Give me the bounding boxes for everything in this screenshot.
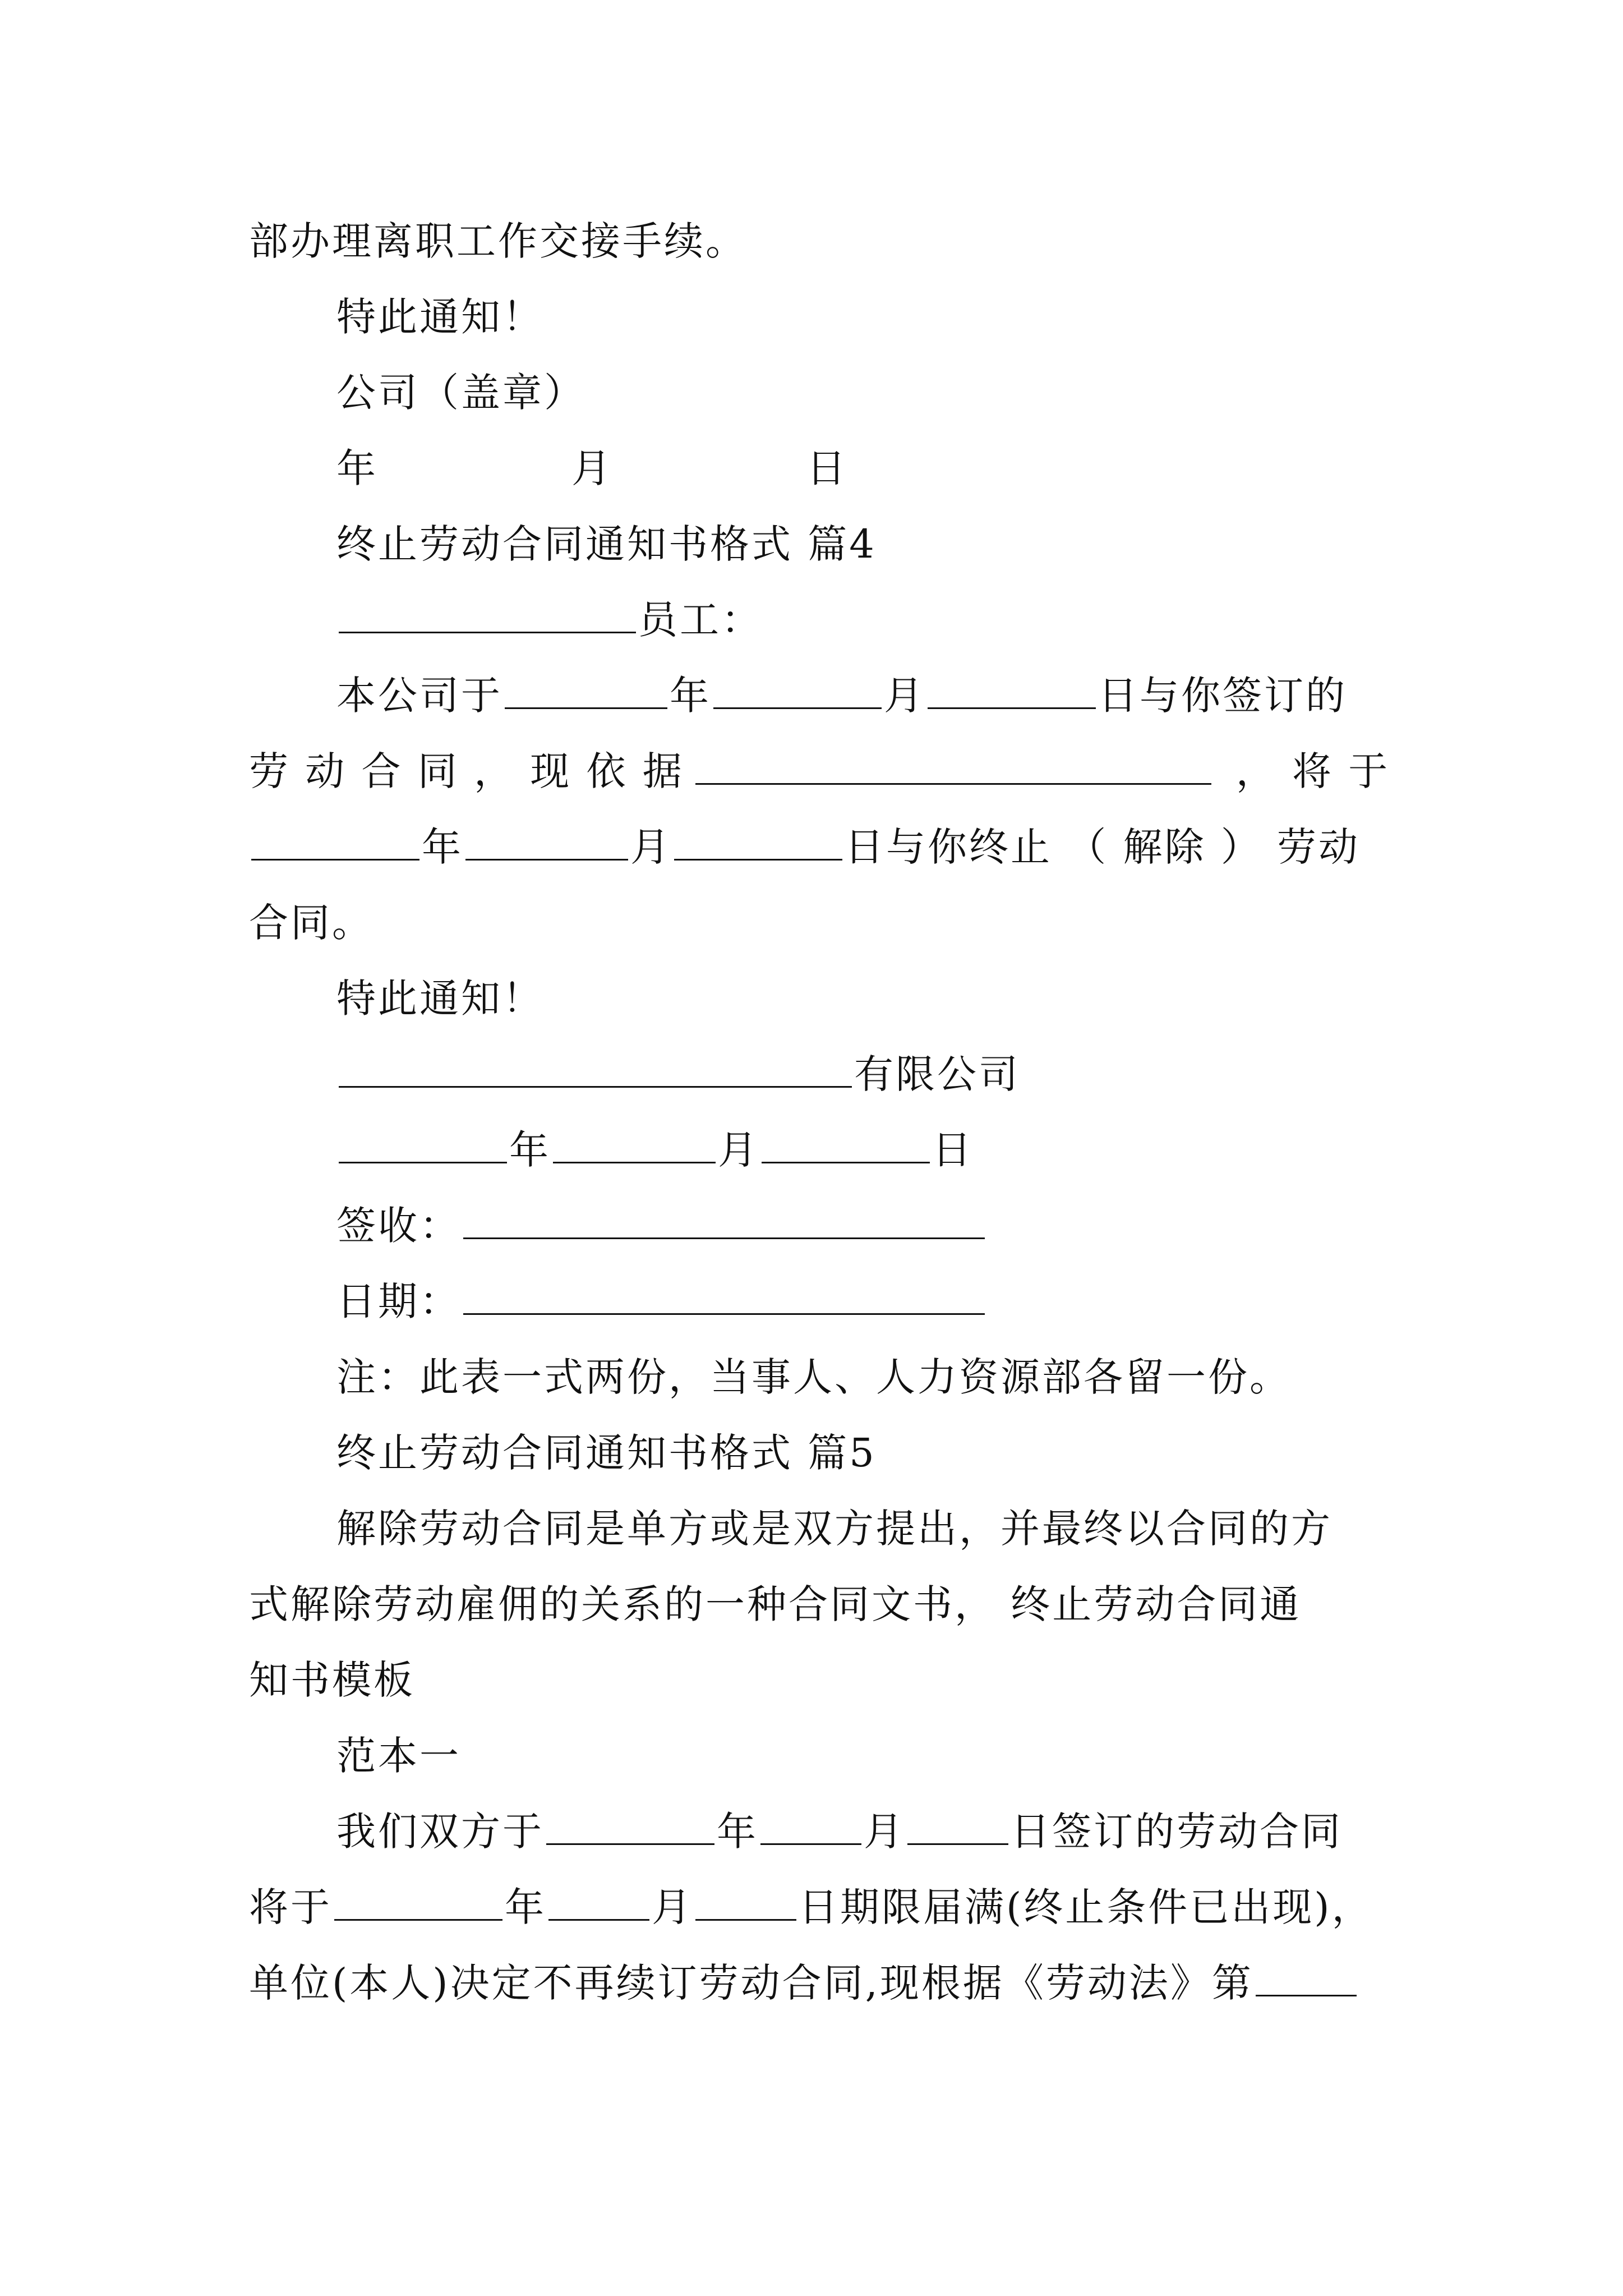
date-line [336, 443, 848, 494]
text-line: 部办理离职工作交接手续。 [249, 218, 747, 264]
blank-field [674, 824, 842, 861]
text-segment: 月 [864, 1809, 905, 1855]
month-label: 月 [718, 1127, 759, 1173]
contract-line-1 [336, 670, 1347, 721]
blank-field [762, 1127, 930, 1163]
text-line: 知书模板 [249, 1657, 415, 1703]
text-segment: 月 [652, 1884, 693, 1930]
text-line: 解除劳动合同是单方或是双方提出，并最终以合同的方 [336, 1506, 1332, 1552]
blank-field [907, 1809, 1008, 1845]
staff-label: 员工： [638, 597, 763, 643]
blank-field [339, 1127, 507, 1163]
contract-line-3 [249, 822, 1360, 872]
section-heading: 终止劳动合同通知书格式 篇4 [336, 521, 877, 567]
blank-field [713, 673, 882, 709]
blank-field [334, 1884, 502, 1921]
company-line [336, 1049, 1020, 1099]
sample-heading: 范本一 [336, 1733, 461, 1779]
text-segment: 年 [422, 824, 463, 870]
year-label: 年 [509, 1127, 551, 1173]
text-line: 特此通知！ [336, 294, 544, 340]
text-segment: 日签订的劳动合同 [1011, 1809, 1343, 1855]
blank-field [695, 748, 1211, 785]
blank-field [339, 1051, 852, 1088]
date-label: 日期： [336, 1278, 461, 1324]
text-segment: 单位(本人)决定不再续订劳动合同,现根据《劳动法》第 [249, 1960, 1253, 2006]
text-segment: 将于 [249, 1884, 332, 1930]
text-segment: 月 [630, 824, 672, 870]
text-segment: 我们双方于 [336, 1809, 544, 1855]
text-segment: ， 将 于 [1235, 748, 1390, 794]
contract-line-2 [249, 746, 1390, 797]
day-label: 日 [806, 445, 848, 491]
section-heading: 终止劳动合同通知书格式 篇5 [336, 1430, 877, 1476]
blank-field [760, 1809, 861, 1845]
staff-line [336, 595, 763, 645]
date-line [336, 1125, 974, 1175]
text-segment: 年 [505, 1884, 546, 1930]
sample-line-3 [249, 1958, 1359, 2008]
text-segment: 本公司于 [336, 673, 502, 719]
text-segment: 日与你签订的 [1098, 673, 1347, 719]
text-segment: 日期限届满(终止条件已出现)， [799, 1884, 1373, 1930]
sample-line-1 [336, 1806, 1343, 1857]
text-segment: 日与你终止 （ 解除 ） 劳动 [845, 824, 1361, 870]
blank-field [339, 597, 636, 633]
day-label: 日 [932, 1127, 974, 1173]
sample-line-2 [249, 1882, 1373, 1932]
blank-field [465, 824, 628, 861]
text-line: 式解除劳动雇佣的关系的一种合同文书， 终止劳动合同通 [249, 1581, 1302, 1627]
blank-field [251, 824, 419, 861]
company-seal-line: 公司（盖章） [336, 370, 585, 416]
blank-field [1256, 1960, 1357, 1996]
blank-field [548, 1884, 649, 1921]
blank-field [928, 673, 1096, 709]
company-label: 有限公司 [854, 1051, 1020, 1097]
blank-field [546, 1809, 714, 1845]
blank-field [505, 673, 667, 709]
date-sign-line [336, 1276, 987, 1327]
month-label: 月 [571, 445, 613, 491]
blank-field [463, 1278, 985, 1315]
blank-field [463, 1203, 985, 1239]
text-segment: 劳 动 合 同 ， 现 依 据 [249, 748, 684, 794]
text-segment: 年 [670, 673, 711, 719]
blank-field [553, 1127, 716, 1163]
text-segment: 月 [884, 673, 925, 719]
sign-line [336, 1200, 987, 1251]
text-line: 合同。 [249, 900, 374, 946]
text-line: 特此通知！ [336, 976, 544, 1022]
sign-label: 签收： [336, 1203, 461, 1249]
note-line: 注：此表一式两份，当事人、人力资源部各留一份。 [336, 1354, 1291, 1400]
text-segment: 年 [717, 1809, 758, 1855]
year-label: 年 [336, 445, 378, 491]
blank-field [695, 1884, 796, 1921]
